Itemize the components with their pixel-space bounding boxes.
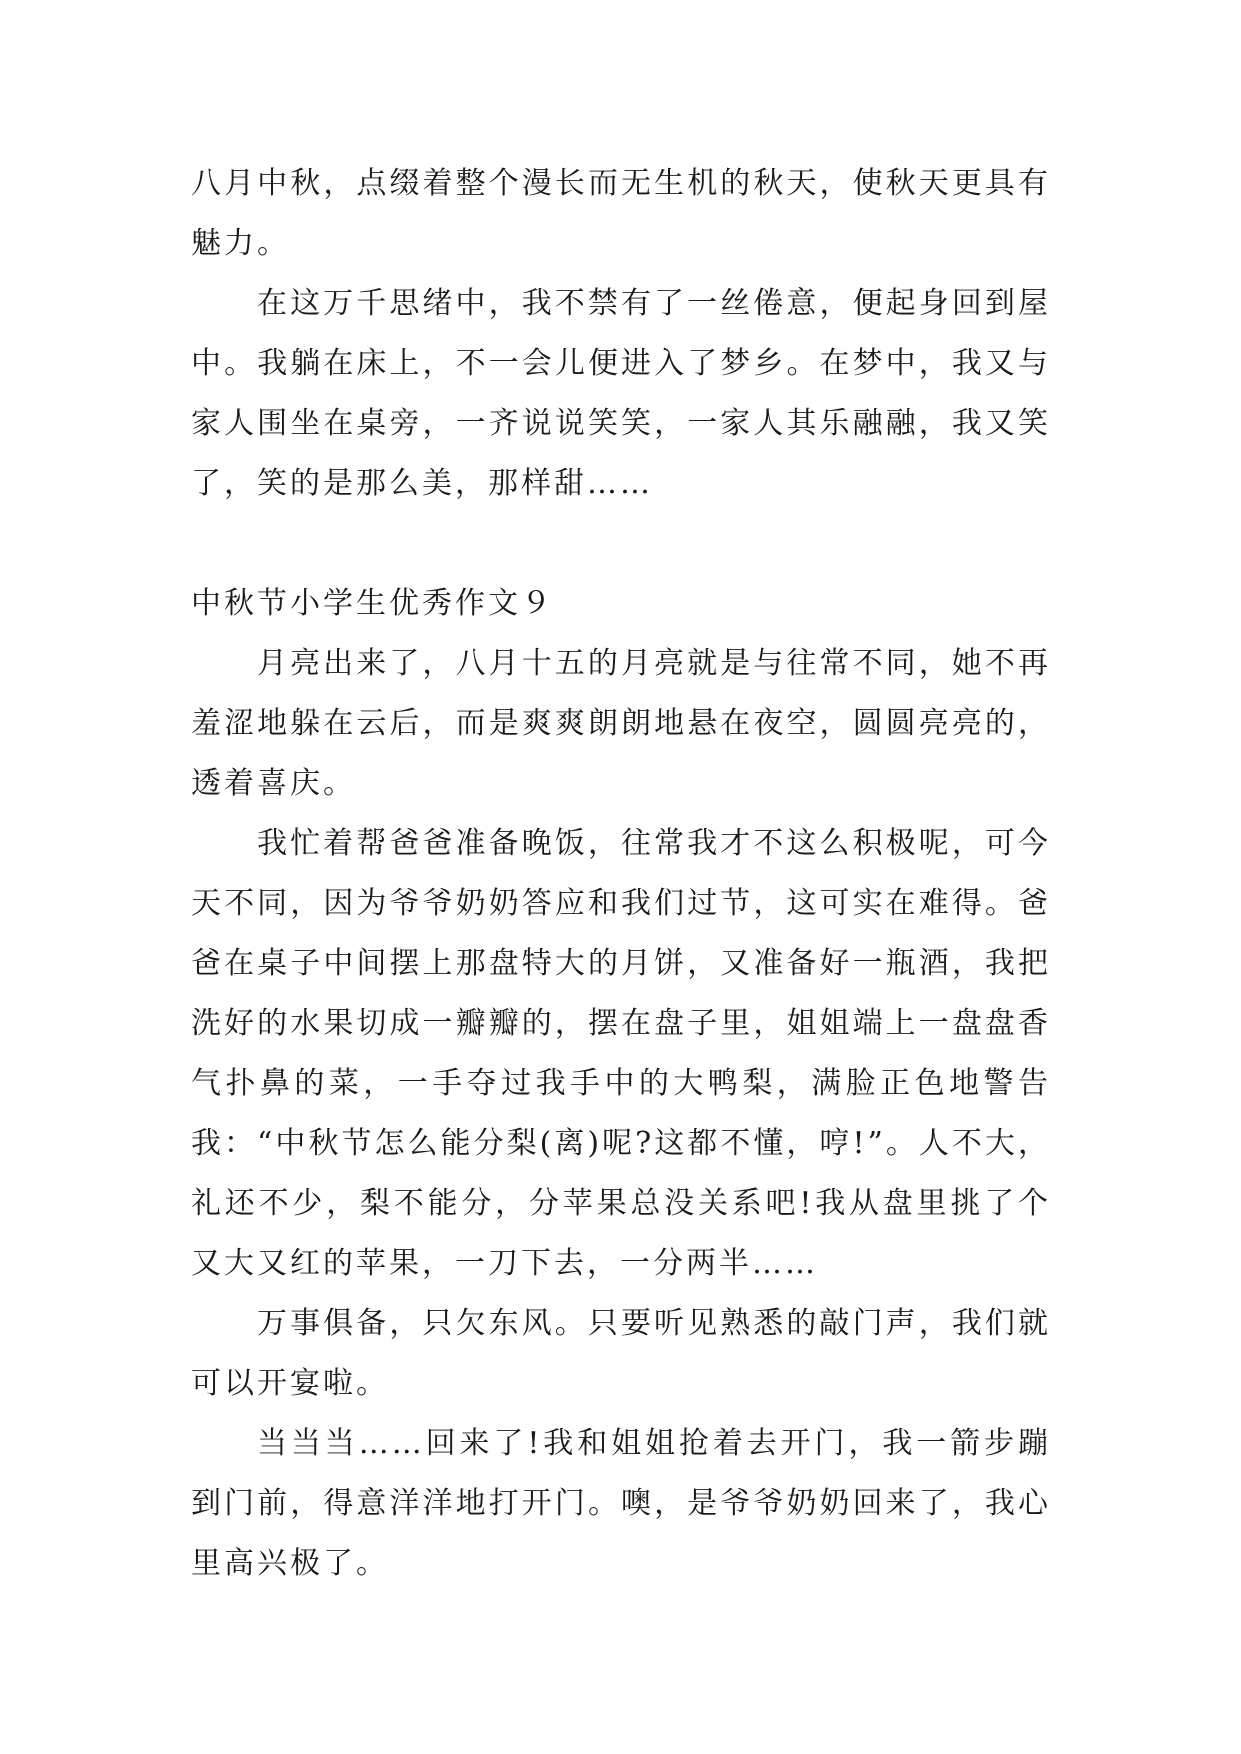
paragraph-dinner-prep: 我忙着帮爸爸准备晚饭，往常我才不这么积极呢，可今天不同，因为爷爷奶奶答应和我们过节，这可实在难得。爸爸在桌子中间摆上那盘特大的月饼，又准备好一瓶酒，我把洗好的水果切成一瓣瓣的，摆在盘子里，姐姐端上一盘盘香气扑鼻的菜，一手夺过我手中的大鸭梨，满脸正色地警告我：“中秋节怎么能分梨(离)呢?这都不懂，哼!”。人不大，礼还不少，梨不能分，分苹果总没关系吧!我从盘里挑了个又大又红的苹果，一刀下去，一分两半……: [191, 826, 1051, 1281]
paragraph-mid-autumn-intro: 八月中秋，点缀着整个漫长而无生机的秋天，使秋天更具有魅力。: [191, 166, 1051, 261]
paragraph-grandparents: 当当当……回来了!我和姐姐抢着去开门，我一箭步蹦到门前，得意洋洋地打开门。噢，是爷爷奶奶回来了，我心里高兴极了。: [191, 1426, 1051, 1581]
paragraph-dream: 在这万千思绪中，我不禁有了一丝倦意，便起身回到屋中。我躺在床上，不一会儿便进入了梦乡。在梦中，我又与家人围坐在桌旁，一齐说说笑笑，一家人其乐融融，我又笑了，笑的是那么美，那样甜……: [191, 286, 1051, 501]
paragraph-ready: 万事俱备，只欠东风。只要听见熟悉的敲门声，我们就可以开宴啦。: [191, 1306, 1051, 1401]
section-title: 中秋节小学生优秀作文９: [191, 586, 554, 621]
document-body: [191, 154, 1051, 1594]
paragraph-moon: 月亮出来了，八月十五的月亮就是与往常不同，她不再羞涩地躲在云后，而是爽爽朗朗地悬在夜空，圆圆亮亮的，透着喜庆。: [191, 646, 1051, 801]
